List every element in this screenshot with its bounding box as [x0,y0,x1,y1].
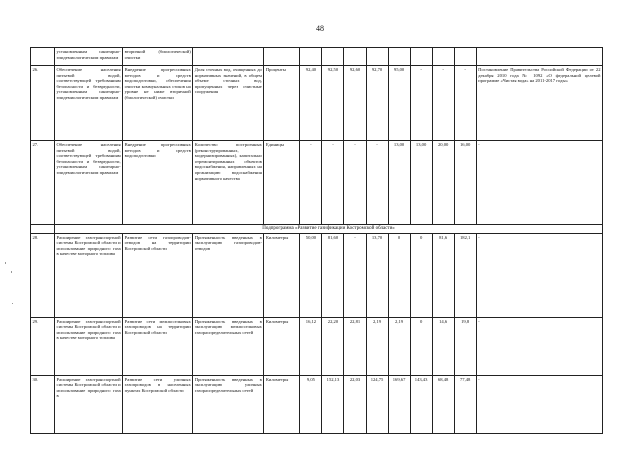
cell-value [454,48,476,66]
cell-value: 0 [410,233,432,317]
scan-mark-left-2 [11,271,12,273]
cell-value: 20,00 [432,141,454,225]
cell-metric: Протяженность введенных в эксплуатацию уличных газораспределительных сетей [193,375,264,433]
cell-event: Развитие сети межпоселковых газопроводов на территории Костромской области [123,317,193,375]
table-row [31,375,603,433]
cell-unit: Километры [264,317,300,375]
scan-mark-left-1 [5,262,6,264]
cell-note: - [476,317,602,375]
cell-metric: Протяженность введенных в эксплуатацию газопроводов-отводов [193,233,264,317]
table-body-upper [31,48,603,225]
cell-event: вторичной (биологической) очистки [123,48,193,66]
subprogram-title: Подпрограмма «Развитие газификации Костромской области» [55,225,603,234]
row-number: 29. [31,317,55,375]
cell-value: 169,67 [388,375,410,433]
cell-value [344,48,366,66]
cell-value: 182,1 [454,233,476,317]
cell-value: 9,05 [300,375,322,433]
table-row [31,66,603,141]
cell-indicator: установленным санитарно-эпидемиологическим правилам [55,48,123,66]
subprogram-row [31,225,603,234]
cell-value: - [410,66,432,141]
cell-metric: Протяженность введенных в эксплуатацию межпоселковых газораспределительных сетей [193,317,264,375]
scan-mark-left-3 [12,303,13,304]
cell-value: 92,60 [344,66,366,141]
indicators-table [30,47,603,434]
cell-note [476,48,602,66]
cell-value: 16,00 [454,141,476,225]
cell-note: - [476,141,602,225]
cell-unit: Единицы [264,141,300,225]
cell-num [31,225,55,234]
cell-value: 68,48 [432,375,454,433]
cell-value: 92,70 [366,66,388,141]
cell-value [388,48,410,66]
row-number: 28. [31,233,55,317]
row-number: 26. [31,66,55,141]
cell-indicator: Расширение газотранспортной системы Костромской области и использование природного газа в качестве моторного топлива [55,317,123,375]
cell-value: - [344,141,366,225]
cell-indicator: Расширение газотранспортной системы Костромской области и использование природного газа в качестве моторного топлива [55,233,123,317]
cell-metric [193,48,264,66]
cell-event: Развитие сети уличных газопроводов в населенных пунктах Костромской области [123,375,193,433]
cell-value [300,48,322,66]
cell-indicator: Расширение газотранспортной системы Костромской области и использование природного газа в [55,375,123,433]
cell-value: 22,81 [344,317,366,375]
table-body-subprogram [31,225,603,434]
row-number: 30. [31,375,55,433]
cell-value [322,48,344,66]
cell-indicator: Обеспечение населения питьевой водой, соответствующей требованиям безопасности и безвредности, установленным санитарно-эпидемиологическим правилам [55,141,123,225]
table-row [31,233,603,317]
cell-note: - [476,375,602,433]
cell-value: 77,48 [454,375,476,433]
cell-value [432,48,454,66]
cell-value: - [432,66,454,141]
cell-metric: Количество построенных (реконструированных, модернизированных), капитально отремонтированных объектов водоснабжения, направленных на организацию водоснабжения нормативного качества [193,141,264,225]
cell-value: 22,20 [322,317,344,375]
table-row-fragment [31,48,603,66]
cell-value: 13,00 [410,141,432,225]
cell-value: 0 [410,317,432,375]
cell-value: 81,6 [432,233,454,317]
cell-value: 143,43 [410,375,432,433]
cell-event: Развитие сети газопроводов-отводов на территории Костромской области [123,233,193,317]
cell-unit: Километры [264,375,300,433]
cell-value: 95,00 [388,66,410,141]
cell-value: 16,12 [300,317,322,375]
cell-value: 22,03 [344,375,366,433]
row-number: 27. [31,141,55,225]
cell-value: 0 [388,233,410,317]
cell-value: 14,6 [432,317,454,375]
cell-metric: Доля сточных вод, очищенных до нормативных значений, в общем объеме сточных вод, пропущенных через очистные сооружения [193,66,264,141]
cell-value: - [344,233,366,317]
table-row [31,141,603,225]
cell-value [410,48,432,66]
cell-value: 13,70 [366,233,388,317]
cell-value: 92,50 [322,66,344,141]
cell-unit: Километры [264,233,300,317]
cell-value: - [366,141,388,225]
cell-value: 2,19 [366,317,388,375]
cell-unit [264,48,300,66]
cell-value: 2,19 [388,317,410,375]
cell-value: - [454,66,476,141]
cell-value: 124,75 [366,375,388,433]
cell-value: 50,00 [300,233,322,317]
cell-value: 13,00 [388,141,410,225]
cell-value [366,48,388,66]
cell-value: 92,40 [300,66,322,141]
cell-note: Постановление Правительства Российской Федерации от 22 декабря 2010 года № 1092 «О федеральной целевой программе «Чистая вода» на 2011-2017 годы» [476,66,602,141]
cell-indicator: Обеспечение населения питьевой водой, соответствующей требованиям безопасности и безвредности, установленным санитарно-эпидемиологическим правилам [55,66,123,141]
cell-value: 81,60 [322,233,344,317]
cell-event: Внедрение прогрессивных методов и средств водоподготовки [123,141,193,225]
cell-value: - [300,141,322,225]
cell-unit: Проценты [264,66,300,141]
cell-value: 152,13 [322,375,344,433]
cell-value: - [322,141,344,225]
table-row [31,317,603,375]
cell-num [31,48,55,66]
cell-note: - [476,233,602,317]
cell-value: 19,8 [454,317,476,375]
cell-event: Внедрение прогрессивных методов и средств водоподготовки, обеспечения очистки коммунальных стоков на уровне не ниже вторичной (биологической) очистки [123,66,193,141]
page-number: 48 [316,24,324,33]
